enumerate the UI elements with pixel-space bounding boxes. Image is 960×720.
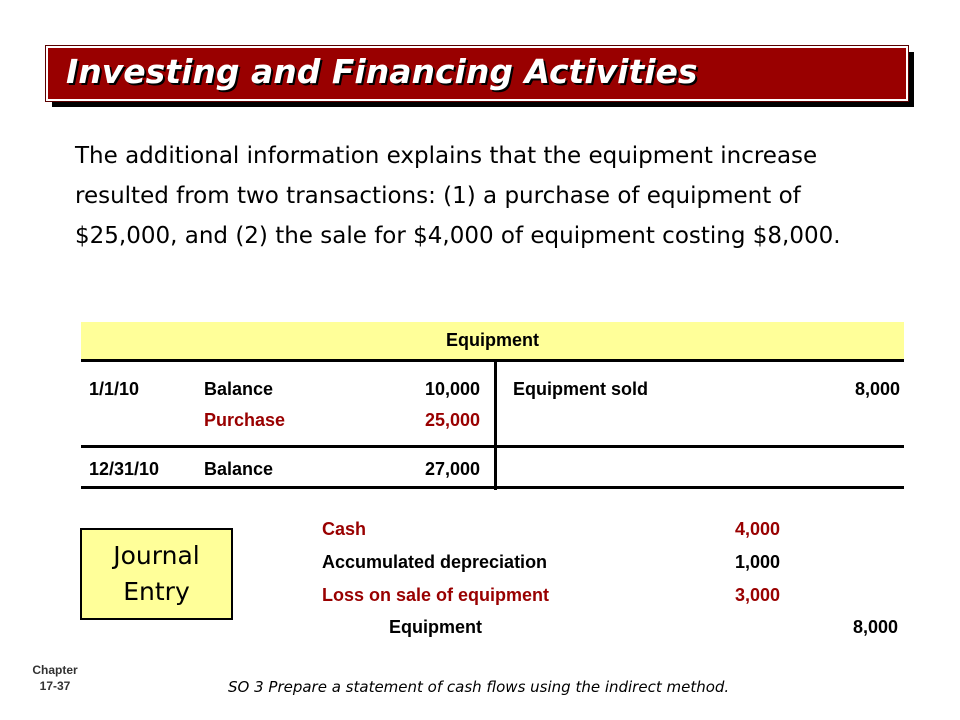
chapter-label xyxy=(20,662,90,694)
ending-balance-label: Balance xyxy=(204,459,274,479)
credit-row-label: Equipment sold xyxy=(513,379,648,399)
debit-row-date: 1/1/10 xyxy=(89,379,140,399)
chapter-line1: Chapter xyxy=(32,663,78,677)
t-account-header: Equipment xyxy=(81,322,904,362)
journal-box-line1: Journal xyxy=(113,541,200,570)
chapter-line2: 17-37 xyxy=(39,679,71,693)
debit-row-amount: 25,000 xyxy=(424,410,480,430)
journal-entry-label-box xyxy=(80,528,233,620)
journal-credit: 8,000 xyxy=(852,617,898,637)
t-account-total-line xyxy=(81,445,904,448)
footer-objective: SO 3 Prepare a statement of cash flows using the indirect method. xyxy=(228,678,730,696)
journal-account: Cash xyxy=(322,519,367,539)
journal-box-line2: Entry xyxy=(123,577,190,606)
debit-row-label: Purchase xyxy=(204,410,286,430)
journal-account: Accumulated depreciation xyxy=(322,552,548,572)
journal-debit: 4,000 xyxy=(734,519,780,539)
ending-balance-amount: 27,000 xyxy=(424,459,480,479)
journal-account: Equipment xyxy=(389,617,482,637)
debit-row-label: Balance xyxy=(204,379,274,399)
ending-balance-date: 12/31/10 xyxy=(89,459,160,479)
t-account-bottom-line xyxy=(81,486,904,489)
credit-row-amount: 8,000 xyxy=(854,379,900,399)
title-bar xyxy=(46,46,908,101)
explanation-paragraph: The additional information explains that the equipment increase resulted from two transactions: (1) a purchase of equipment of $25,000, and (2) the sale for $4,000 of equipment costing $8,000. xyxy=(75,143,841,249)
journal-debit: 1,000 xyxy=(734,552,780,572)
t-account-divider xyxy=(494,359,497,490)
slide-title: Investing and Financing Activities xyxy=(66,52,698,91)
journal-account: Loss on sale of equipment xyxy=(322,585,550,605)
debit-row-amount: 10,000 xyxy=(424,379,480,399)
journal-debit: 3,000 xyxy=(734,585,780,605)
